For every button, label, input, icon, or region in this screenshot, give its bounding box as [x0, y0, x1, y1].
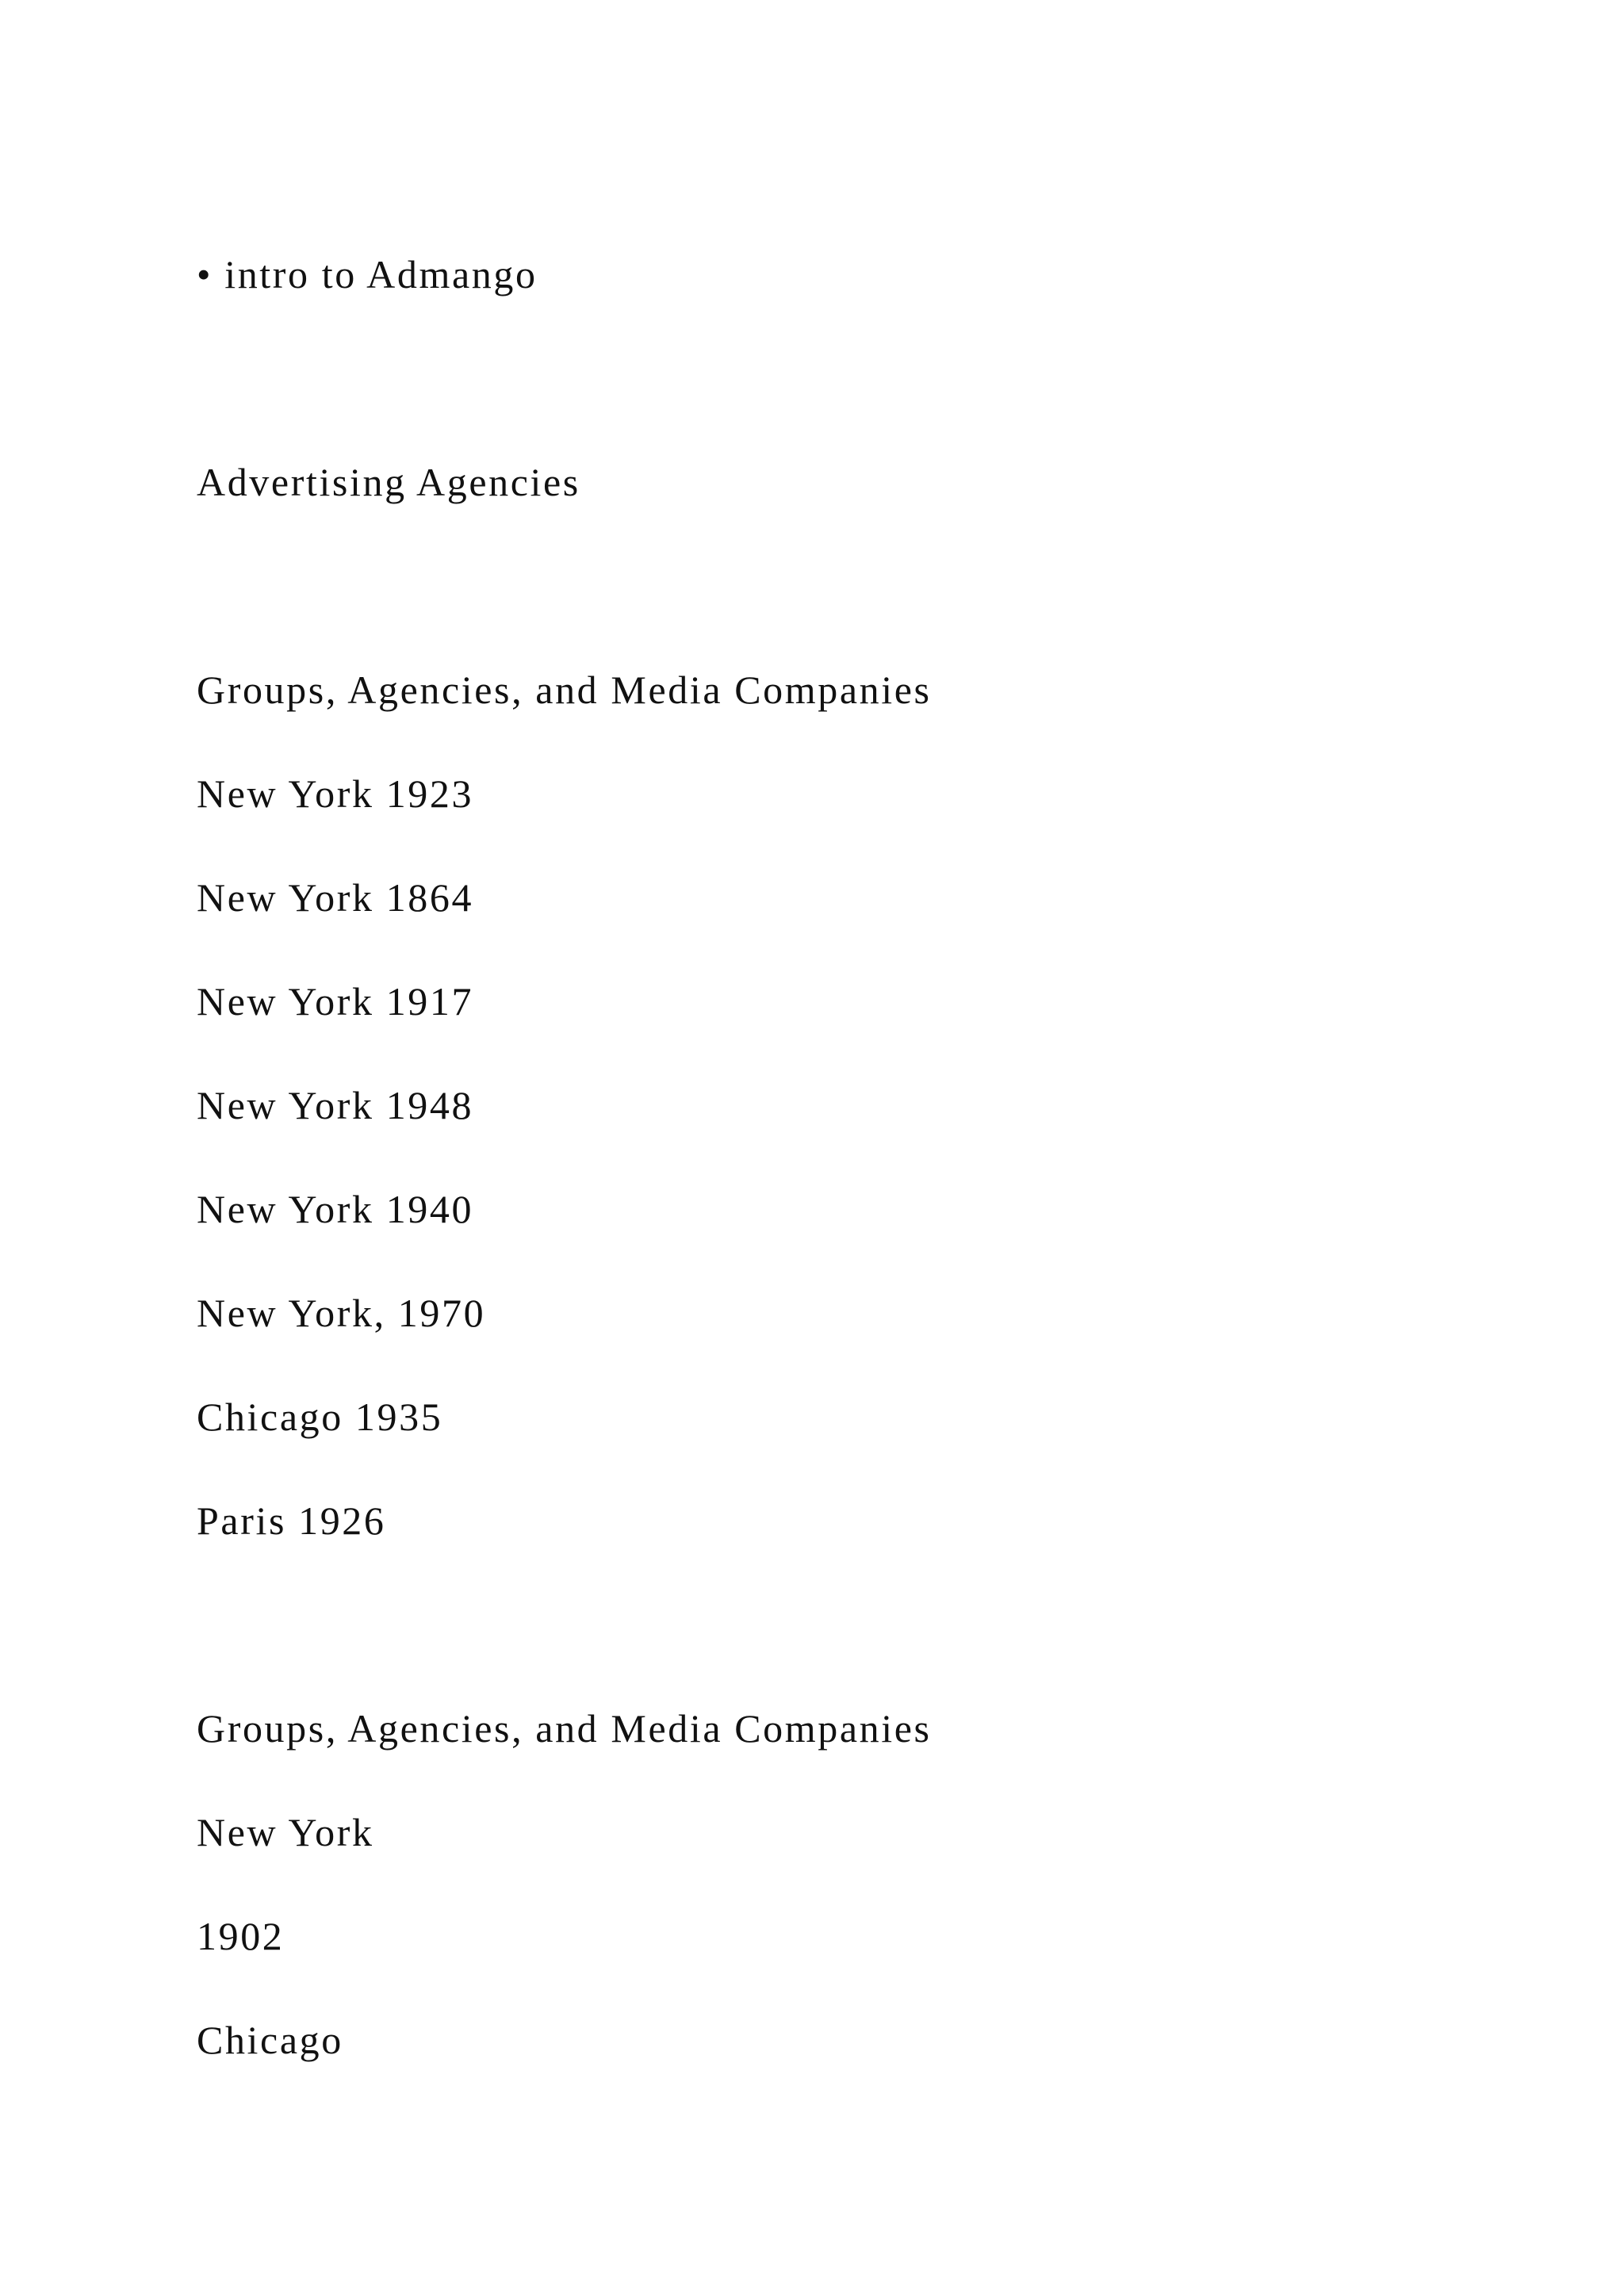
text-line: Chicago — [197, 2018, 343, 2062]
bullet-intro-line: • intro to Admango — [197, 252, 538, 297]
text-line: New York 1948 — [197, 1083, 474, 1127]
text-line: New York 1917 — [197, 979, 474, 1024]
text-line: Paris 1926 — [197, 1498, 386, 1543]
text-line: New York 1940 — [197, 1187, 474, 1231]
text-line: Chicago 1935 — [197, 1395, 443, 1439]
text-line: New York, 1970 — [197, 1291, 486, 1335]
subheading: Groups, Agencies, and Media Companies — [197, 1706, 932, 1751]
text-line: 1902 — [197, 1914, 285, 1958]
text-line: New York — [197, 1810, 374, 1854]
subheading: Groups, Agencies, and Media Companies — [197, 668, 932, 712]
section-heading: Advertising Agencies — [197, 460, 580, 504]
text-line: New York 1923 — [197, 771, 474, 816]
text-line: New York 1864 — [197, 875, 474, 920]
